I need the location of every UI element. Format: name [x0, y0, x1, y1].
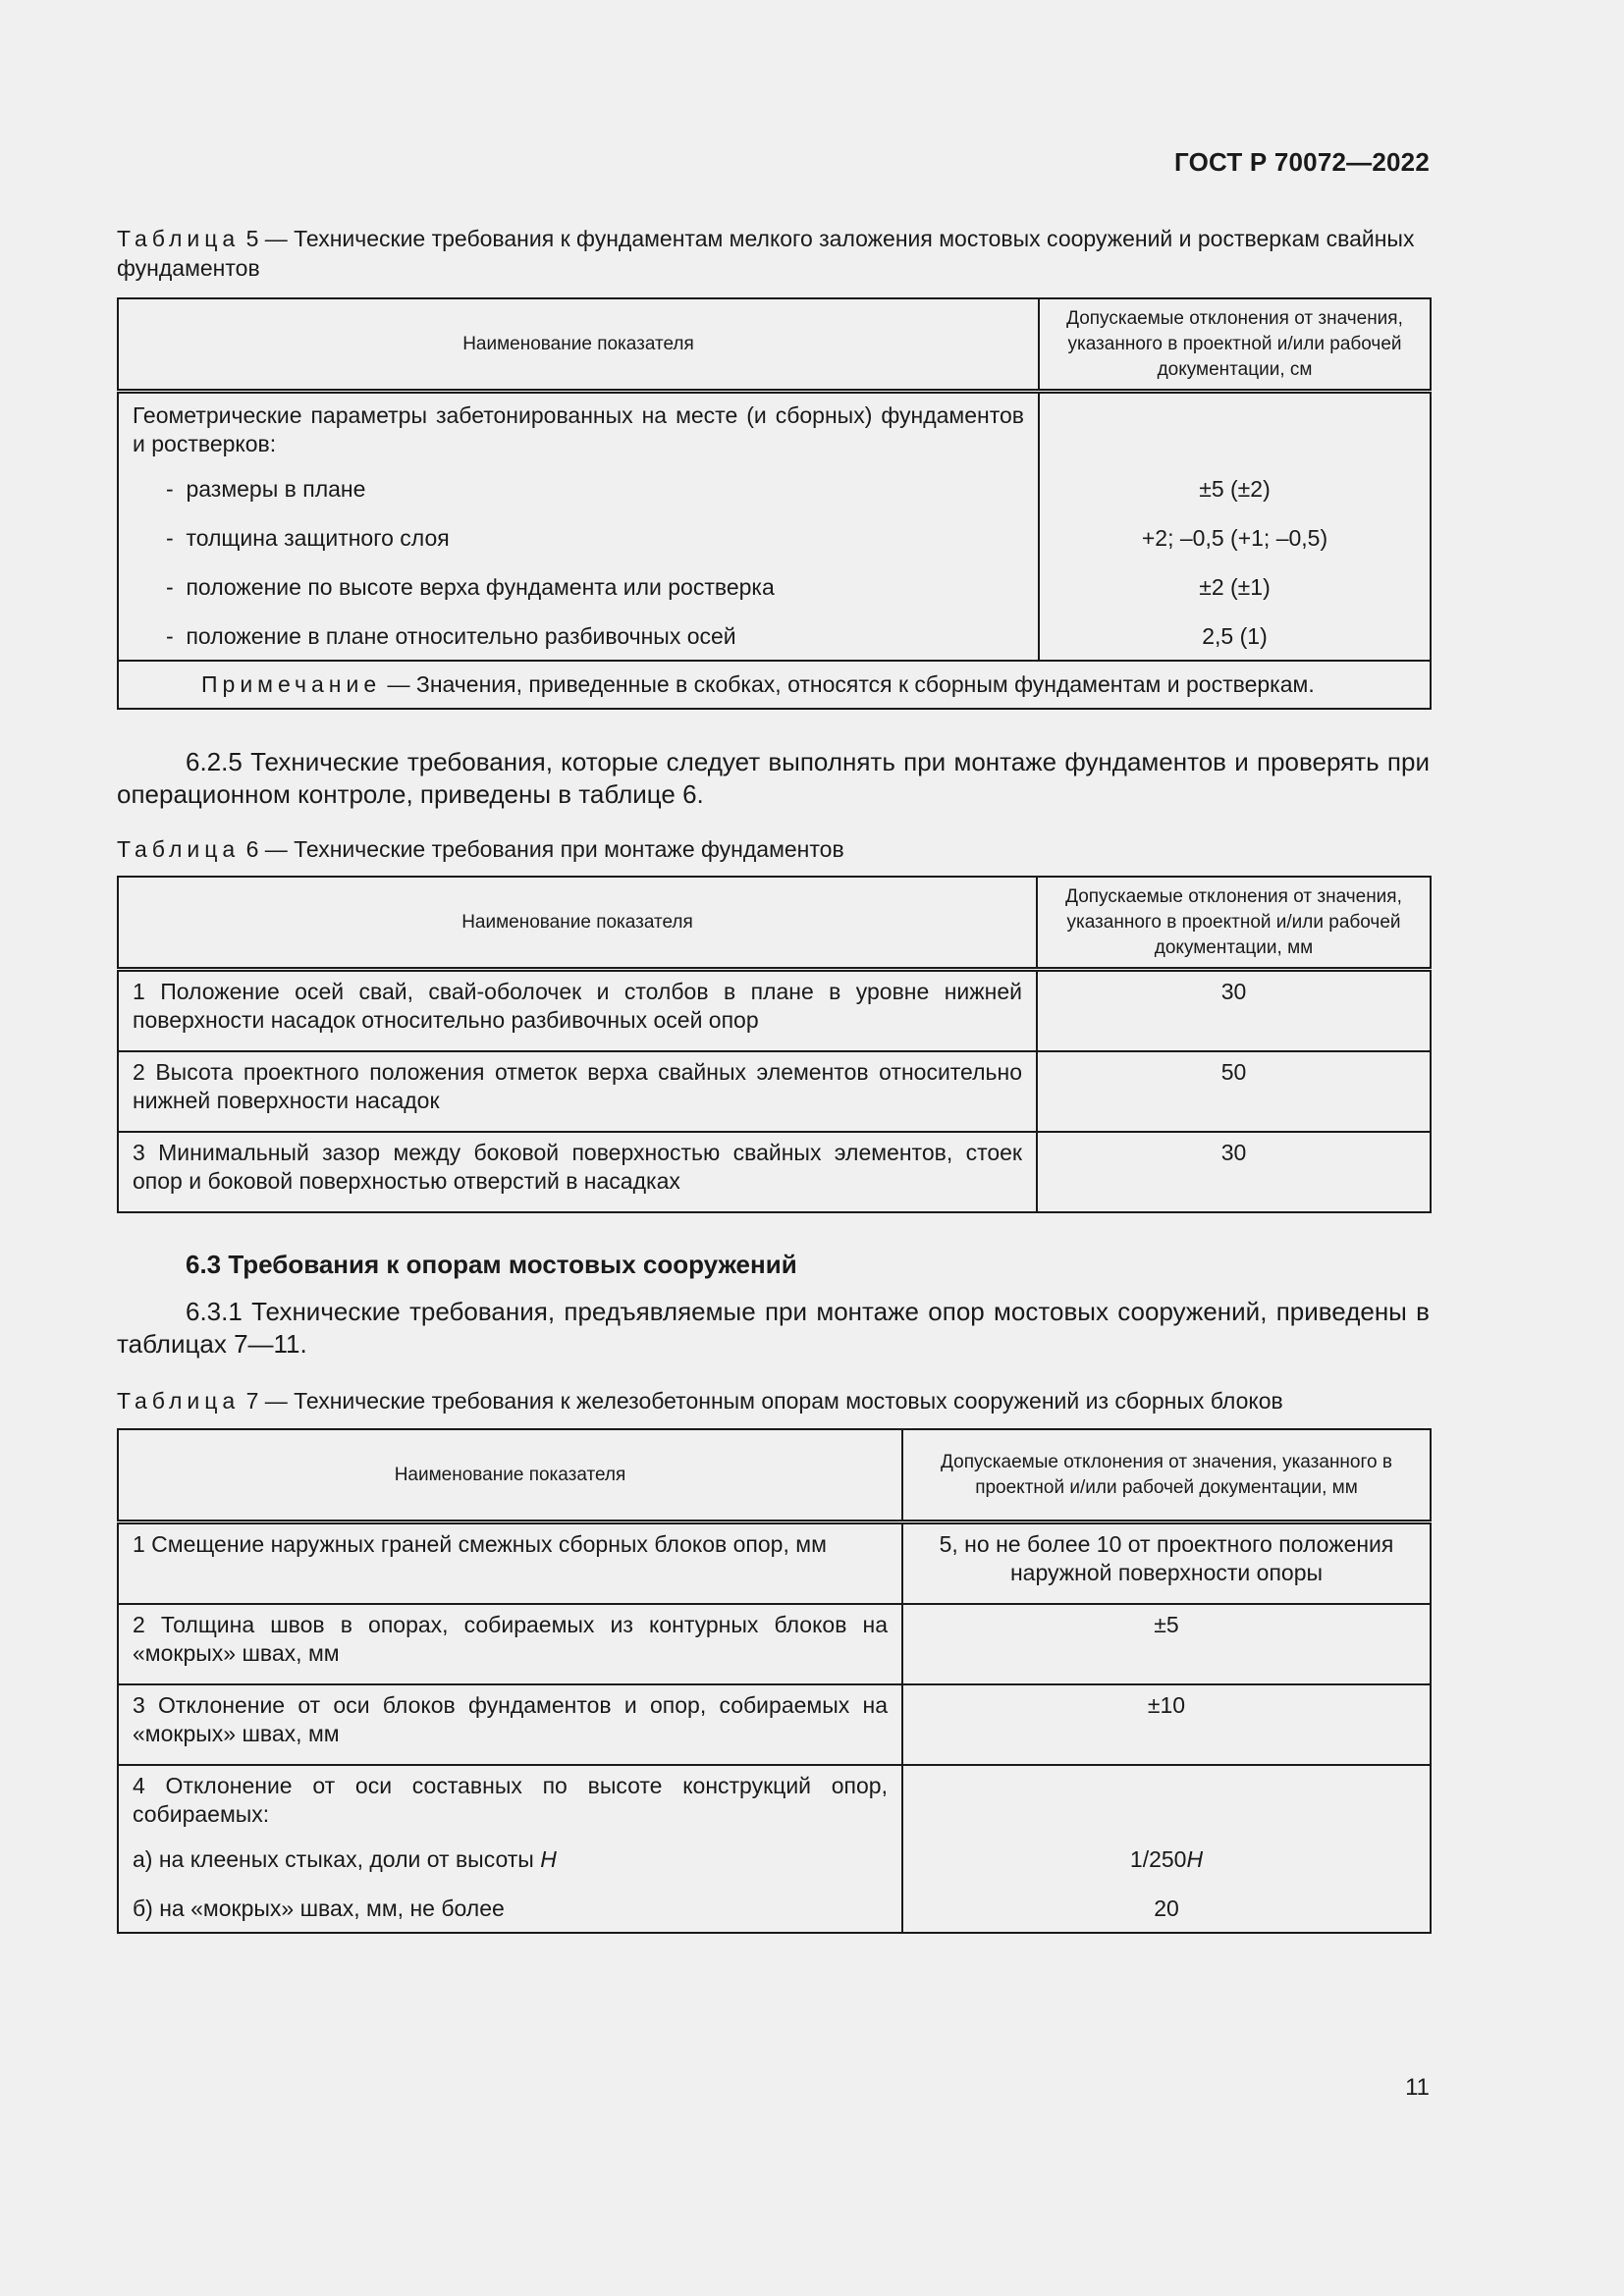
table5-row-2: - толщина защитного слоя — [166, 525, 450, 551]
table6-caption-label: Таблица — [117, 836, 241, 862]
table6-row — [118, 1132, 1431, 1212]
table7-row4a-value — [917, 1845, 1416, 1895]
table7-row4-name-cell — [118, 1765, 902, 1933]
table7-header-deviation: Допускаемые отклонения от значения, указанного в проектной и/или рабочей документации, мм — [902, 1429, 1431, 1522]
table7-row — [118, 1765, 1431, 1933]
table5-caption — [117, 224, 1430, 283]
table5-row-4: - положение в плане относительно разбивочных осей — [166, 623, 736, 649]
table5-row1-name: размеры в плане — [186, 476, 366, 502]
table7-row1-name: 1 Смещение наружных граней смежных сборных блоков опор, мм — [118, 1522, 902, 1605]
table5-note-label: Примечание — [201, 671, 382, 697]
table5-row3-value: ±2 (±1) — [1199, 574, 1271, 600]
table5-row1-value: ±5 (±2) — [1199, 476, 1271, 502]
table5-row3-name: положение по высоте верха фундамента или ростверка — [186, 574, 775, 600]
table7-row4a-name-var: H — [540, 1846, 557, 1872]
table7-header-name: Наименование показателя — [118, 1429, 902, 1522]
table6-row3-name: 3 Минимальный зазор между боковой поверхностью свайных элементов, стоек опор и боковой поверхностью отверстий в насадках — [118, 1132, 1037, 1212]
section-6-3-heading: 6.3 Требования к опорам мостовых сооружений — [186, 1250, 797, 1279]
table5-row2-name: толщина защитного слоя — [186, 525, 450, 551]
table5-group-label: Геометрические параметры забетонированных на месте (и сборных) фундаментов и ростверков: — [133, 402, 1024, 456]
table5-note-text: — Значения, приведенные в скобках, относятся к сборным фундаментам и ростверкам. — [387, 671, 1315, 697]
table5-caption-text: 5 — Технические требования к фундаментам мелкого заложения мостовых сооружений и ростверкам свайных фундаментов — [117, 226, 1415, 281]
table7-row2-name: 2 Толщина швов в опорах, собираемых из контурных блоков на «мокрых» швах, мм — [118, 1604, 902, 1684]
table6-header-deviation: Допускаемые отклонения от значения, указанного в проектной и/или рабочей документации, мм — [1037, 877, 1431, 970]
table7-row4a-value-text: 1/250 — [1129, 1846, 1187, 1872]
table7-row4-value-cell — [902, 1765, 1431, 1933]
table6-row2-value: 50 — [1037, 1051, 1431, 1132]
table7-caption-text: 7 — Технические требования к железобетонным опорам мостовых сооружений из сборных блоков — [245, 1388, 1283, 1414]
table5-row2-value: +2; –0,5 (+1; –0,5) — [1141, 525, 1328, 551]
table7-row4b-value: 20 — [1154, 1896, 1179, 1921]
table7-row3-name: 3 Отклонение от оси блоков фундаментов и опор, собираемых на «мокрых» швах, мм — [118, 1684, 902, 1765]
page-number: 11 — [1405, 2074, 1430, 2101]
table7-row4b-name: б) на «мокрых» швах, мм, не более — [133, 1896, 505, 1921]
table6-row — [118, 970, 1431, 1052]
table5-row-3: - положение по высоте верха фундамента или ростверка — [166, 574, 775, 600]
table6-row — [118, 1051, 1431, 1132]
table7-row2-value: ±5 — [902, 1604, 1431, 1684]
table5-header-name: Наименование показателя — [118, 298, 1039, 392]
paragraph-6-2-5: 6.2.5 Технические требования, которые следует выполнять при монтаже фундаментов и проверять при операционном контроле, приведены в таблице 6. — [117, 747, 1430, 809]
table5-note — [118, 661, 1431, 709]
table6-row1-value: 30 — [1037, 970, 1431, 1052]
table-5 — [117, 297, 1432, 710]
table6-header-name: Наименование показателя — [118, 877, 1037, 970]
table5-value-cell — [1039, 392, 1431, 662]
table6-row3-value: 30 — [1037, 1132, 1431, 1212]
table6-caption-text: 6 — Технические требования при монтаже фундаментов — [245, 836, 844, 862]
table7-row4a-name-text: а) на клееных стыках, доли от высоты — [133, 1846, 534, 1872]
table7-row — [118, 1604, 1431, 1684]
table7-row4-label: 4 Отклонение от оси составных по высоте конструкций опор, собираемых: — [133, 1773, 888, 1827]
table6-caption — [117, 834, 1430, 864]
table5-group-cell — [118, 392, 1039, 662]
table7-row — [118, 1684, 1431, 1765]
table7-row — [118, 1522, 1431, 1605]
table7-row1-value: 5, но не более 10 от проектного положения наружной поверхности опоры — [902, 1522, 1431, 1605]
table5-caption-label: Таблица — [117, 226, 241, 251]
table7-row4a-value-var: H — [1186, 1846, 1204, 1872]
table5-row-1: - размеры в плане — [166, 476, 366, 502]
table7-row3-value: ±10 — [902, 1684, 1431, 1765]
table5-row4-name: положение в плане относительно разбивочных осей — [186, 623, 736, 649]
table7-caption — [117, 1386, 1430, 1415]
table-7 — [117, 1428, 1432, 1934]
table5-row4-value: 2,5 (1) — [1202, 623, 1268, 649]
table6-row1-name: 1 Положение осей свай, свай-оболочек и столбов в плане в уровне нижней поверхности насадок относительно разбивочных осей опор — [118, 970, 1037, 1052]
table7-caption-label: Таблица — [117, 1388, 241, 1414]
paragraph-6-3-1: 6.3.1 Технические требования, предъявляемые при монтаже опор мостовых сооружений, приведены в таблицах 7—11. — [117, 1297, 1430, 1359]
table-6 — [117, 876, 1432, 1213]
table6-row2-name: 2 Высота проектного положения отметок верха свайных элементов относительно нижней поверхности насадок — [118, 1051, 1037, 1132]
document-id: ГОСТ Р 70072—2022 — [1174, 147, 1430, 177]
table7-row4a-name — [133, 1845, 888, 1895]
table5-header-deviation: Допускаемые отклонения от значения, указанного в проектной и/или рабочей документации, см — [1039, 298, 1431, 392]
